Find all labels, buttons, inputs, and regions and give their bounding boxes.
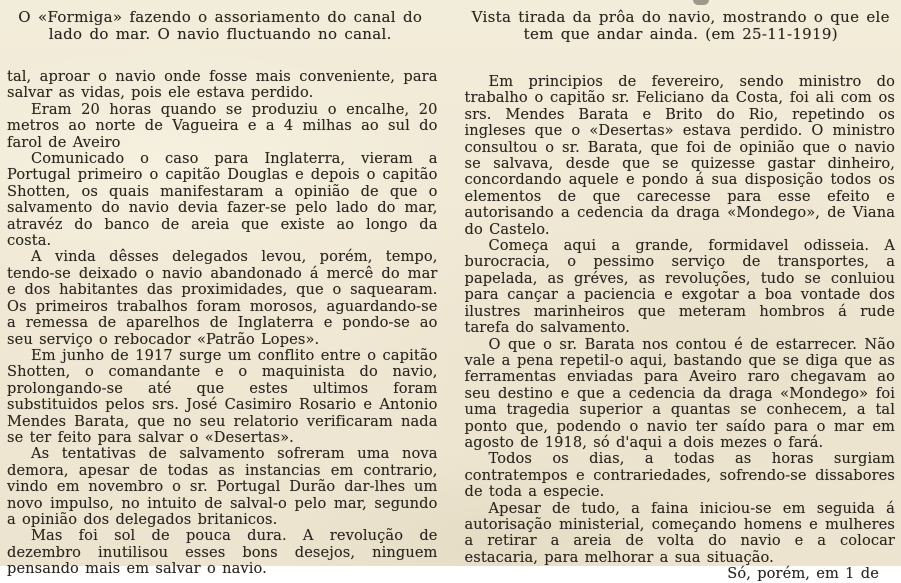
paragraph: Eram 20 horas quando se produziu o encalhe, 20 metros ao norte de Vagueira e a 4 milhas ao sul do farol de Aveiro — [7, 100, 438, 151]
paragraph: O que o sr. Barata nos contou é de estarrecer. Não vale a pena repetil-o aqui, bastando que se diga que as ferramentas enviadas para Aveiro raro chegavam ao seu destino e que a cedencia da draga «Mondego» foi uma tragedia superior a quantas se conhecem, a tal ponto que, podendo o navio ter saído para o mar em agosto de 1918, só d'aqui a dois mezes o fará. — [464, 335, 895, 451]
photo-caption-left: O «Formiga» fazendo o assoriamento do canal do lado do mar. O navio fluctuando no canal. — [18, 8, 423, 43]
paragraph: A vinda dêsses delegados levou, porém, tempo, tendo-se deixado o navio abandonado á mercê do mar e dos habitantes das proximidades, que o saquearam. Os primeiros trabalhos foram morosos, aguardando-se a remessa de aparelhos de Inglaterra e pondo-se ao seu serviço o rebocador «Patrão Lopes». — [7, 248, 438, 348]
paragraph: Em junho de 1917 surge um conflito entre o capitão Shotten, o comandante e o maquinista do navio, prolongando-se até que estes ultimos foram substituidos pelos srs. José Casimiro Rosario e Antonio Mendes Barata, que no seu relatorio verificaram nada se ter feito para salvar o «Desertas». — [7, 346, 438, 446]
paragraph: Todos os dias, a todas as horas surgiam contratempos e contrariedades, sofrendo-se dissabores de toda a especie. — [464, 450, 895, 501]
paragraph: Em principios de fevereiro, sendo ministro do trabalho o capitão sr. Feliciano da Costa, foi ali com os srs. Mendes Barata e Brito do Rio, repetindo os ingleses que o «Desertas» estava perdido. O ministro consultou o sr. Barata, que foi de opinião que o navio se salvava, desde que se quizesse gastar dinheiro, concordando aquele e pondo á sua disposição todos os elementos de que carecesse para esse efeito e autorisando a cedencia da draga «Mondego», de Viana do Castelo. — [464, 73, 895, 238]
paragraph: Apesar de tudo, a faina iniciou-se em seguida á autorisação ministerial, começando homens e mulheres a retirar a areia de volta do navio e a colocar estacaria, para melhorar a sua situação. — [464, 499, 895, 566]
photo-caption-right: Vista tirada da prôa do navio, mostrando o que ele tem que andar ainda. (em 25-11-1919) — [471, 8, 890, 43]
photo-captions-row — [0, 0, 901, 42]
paragraph: Mas foi sol de pouca dura. A revolução de dezembro inutilisou esses bons desejos, ninguem pensando mais em salvar o navio. — [7, 527, 438, 578]
article-body — [0, 69, 901, 583]
scan-artifact — [693, 0, 709, 5]
paragraph: tal, aproar o navio onde fosse mais conveniente, para salvar as vidas, pois ele estava perdido. — [7, 68, 438, 102]
article-column-left — [7, 69, 438, 583]
paragraph: Começa aqui a grande, formidavel odisseia. A burocracia, o pessimo serviço de transportes, a papelada, as gréves, as revoluções, tudo se conluiou para cançar a paciencia e exgotar a boa vontade dos ilustres marinheiros que meteram hombros á rude tarefa do salvamento. — [464, 237, 895, 337]
article-column-right — [465, 69, 896, 583]
paragraph: As tentativas de salvamento sofreram uma nova demora, apesar de todas as instancias em contrario, vindo em novembro o sr. Portugal Durão dar-lhes um novo impulso, no intuito de salval-o pelo mar, segundo a opinião dos delegados britanicos. — [7, 445, 438, 528]
closing-line: Só, porém, em 1 de — [727, 565, 879, 583]
paragraph: Comunicado o caso para Inglaterra, vieram a Portugal primeiro o capitão Douglas e depois o capitão Shotten, os quais manifestaram a opinião de que o salvamento do navio devia fazer-se pelo lado do mar, atravéz do banco de areia que existe ao longo da costa. — [7, 150, 438, 250]
